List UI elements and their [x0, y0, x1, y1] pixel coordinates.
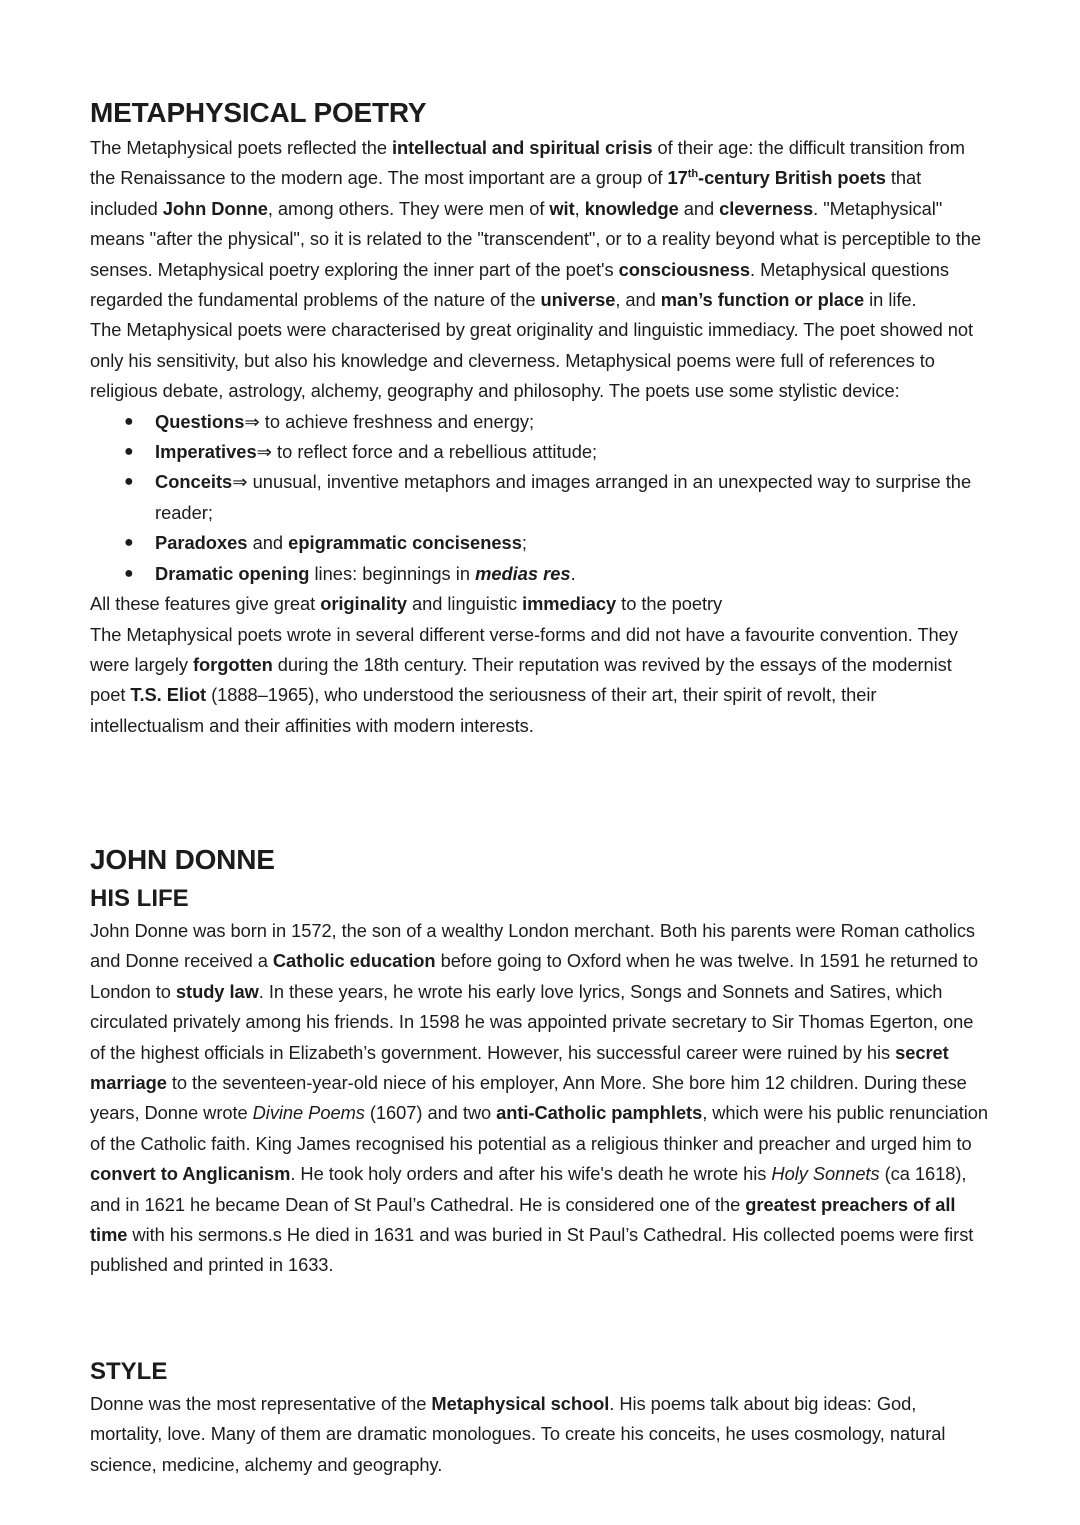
- bold-text: intellectual and spiritual crisis: [392, 137, 653, 158]
- bold-text: study law: [175, 980, 259, 1002]
- text: ,: [574, 197, 585, 219]
- text: before going to Oxford when he was twelve. In 1591 he returned to London to: [90, 950, 978, 1002]
- heading-john-donne: JOHN DONNE: [90, 844, 275, 875]
- bullet-icon: ●: [124, 443, 134, 461]
- text: (1888–1965), who understood the seriousness of their art, their spirit of revolt, their intellectualism and their affinities with modern interests.: [90, 684, 877, 736]
- text: and: [247, 532, 289, 554]
- section-style: [90, 1357, 990, 1480]
- list-item: [90, 559, 990, 589]
- text: . He took holy orders and after his wife's death he wrote his: [290, 1163, 772, 1185]
- bullet-icon: ●: [124, 564, 134, 582]
- text: Donne was the most representative of the: [90, 1393, 432, 1414]
- bullet-icon: ●: [124, 534, 134, 552]
- text: , among others. They were men of: [267, 197, 550, 219]
- text: .: [570, 562, 576, 584]
- bold-text: wit: [549, 197, 575, 219]
- century-rest: -century British poets: [698, 167, 886, 189]
- italic-text: Holy Sonnets: [771, 1163, 880, 1185]
- text: that included: [90, 167, 922, 219]
- text: in life.: [864, 289, 917, 311]
- text: (ca 1618), and in 1621 he became Dean of St Paul’s Cathedral. He is considered one of the: [90, 1163, 967, 1215]
- italic-text: Divine Poems: [252, 1102, 365, 1124]
- heading-his-life: HIS LIFE: [90, 885, 189, 912]
- bold-text: secret marriage: [90, 1041, 949, 1094]
- text: The Metaphysical poets wrote in several different verse-forms and did not have a favourite convention. They were largely: [90, 623, 958, 675]
- text: All these features give great: [90, 593, 321, 615]
- bold-text: convert to Anglicanism: [90, 1163, 291, 1185]
- bold-text: T.S. Eliot: [130, 684, 207, 706]
- bullet-icon: ●: [124, 412, 134, 430]
- text: , and: [615, 289, 661, 311]
- text: to achieve freshness and energy;: [259, 410, 535, 432]
- bold-italic-text: medias res: [475, 562, 571, 584]
- stylistic-devices-list: [90, 407, 990, 589]
- section-metaphysical-poetry: [90, 96, 990, 741]
- bold-text: man’s function or place: [660, 289, 865, 311]
- text: during the 18th century. Their reputation was revived by the essays of the modernist poet: [90, 653, 952, 706]
- bold-text: Metaphysical school: [431, 1393, 610, 1414]
- arrow-icon: ⇒: [244, 410, 260, 432]
- text: unusual, inventive metaphors and images arranged in an unexpected way to surprise the reader;: [155, 471, 972, 523]
- bold-text: Paradoxes: [155, 532, 248, 554]
- bold-text: Catholic education: [272, 950, 436, 972]
- bold-text: [668, 167, 886, 188]
- list-item: [90, 528, 990, 558]
- list-item: [90, 437, 990, 467]
- bold-text: greatest preachers of all time: [90, 1193, 956, 1246]
- bold-text: Questions: [155, 410, 245, 432]
- bold-text: cleverness: [719, 197, 814, 219]
- text: , which were his public renunciation of the Catholic faith. King James recognised his potential as a religious thinker and preacher and urged him to: [90, 1102, 988, 1154]
- bold-text: John Donne: [162, 197, 268, 219]
- text: to the poetry: [616, 593, 723, 615]
- paragraph-features: [90, 589, 990, 619]
- text: to the seventeen-year-old niece of his employer, Ann More. She bore him 12 children. During these years, Donne wrote: [90, 1072, 967, 1124]
- bold-text: Dramatic opening: [155, 562, 310, 584]
- text: John Donne was born in 1572, the son of a wealthy London merchant. Both his parents were Roman catholics and Donne received a: [90, 920, 976, 972]
- list-item: [90, 407, 990, 437]
- text: and: [678, 197, 720, 219]
- bold-text: knowledge: [584, 197, 679, 219]
- bullet-icon: ●: [124, 473, 134, 491]
- superscript: th: [687, 168, 699, 181]
- paragraph-intro: [90, 133, 990, 315]
- section-john-donne: [90, 843, 990, 1281]
- bold-text: universe: [540, 289, 616, 311]
- text: ;: [521, 532, 527, 554]
- text: . "Metaphysical" means "after the physical", so it is related to the "transcendent", or to a reality beyond what is perceptible to the senses. Metaphysical poetry exploring the inner part of the poet's: [90, 197, 981, 280]
- text: to reflect force and a rebellious attitude;: [271, 441, 598, 463]
- bold-text: consciousness: [618, 258, 751, 280]
- bold-text: Conceits: [155, 471, 233, 493]
- text: (1607) and two: [364, 1102, 497, 1124]
- text: The Metaphysical poets reflected the: [90, 137, 392, 158]
- bold-text: forgotten: [193, 653, 273, 675]
- arrow-icon: ⇒: [256, 441, 272, 463]
- list-item: [90, 467, 990, 528]
- bold-text: immediacy: [522, 593, 617, 615]
- century-number: 17: [667, 167, 688, 189]
- heading-metaphysical-poetry: METAPHYSICAL POETRY: [90, 97, 427, 128]
- paragraph-style: [90, 1389, 990, 1480]
- arrow-icon: ⇒: [232, 471, 248, 493]
- paragraph-life: [90, 916, 990, 1281]
- paragraph-characteristics: The Metaphysical poets were characterised by great originality and linguistic immediacy. The poet showed not only his sensitivity, but also his knowledge and cleverness. Metaphysical poems were full of references to religious debate, astrology, alchemy, geography and philosophy. The poets use some stylistic device:: [90, 319, 974, 402]
- text: and linguistic: [407, 593, 523, 615]
- bold-text: originality: [320, 593, 408, 615]
- text: . Metaphysical questions regarded the fundamental problems of the nature of the: [90, 258, 949, 311]
- text: . His poems talk about big ideas: God, mortality, love. Many of them are dramatic monologues. To create his conceits, he uses cosmology, natural science, medicine, alchemy and geography.: [90, 1393, 946, 1475]
- bold-text: epigrammatic conciseness: [288, 532, 522, 554]
- heading-style: STYLE: [90, 1358, 168, 1385]
- text: of their age: the difficult transition from the Renaissance to the modern age. The most important are a group of: [90, 137, 965, 189]
- bold-text: Imperatives: [155, 441, 257, 463]
- bold-text: anti-Catholic pamphlets: [496, 1102, 703, 1124]
- text: lines: beginnings in: [309, 562, 476, 584]
- paragraph-reputation: [90, 620, 990, 742]
- text: . In these years, he wrote his early love lyrics, Songs and Sonnets and Satires, which circulated privately among his friends. In 1598 he was appointed private secretary to Sir Thomas Egerton, one of the highest officials in Elizabeth’s government. However, his successful career were ruined by his: [90, 980, 974, 1063]
- text: with his sermons.s He died in 1631 and was buried in St Paul’s Cathedral. His collected poems were first published and printed in 1633.: [90, 1224, 974, 1276]
